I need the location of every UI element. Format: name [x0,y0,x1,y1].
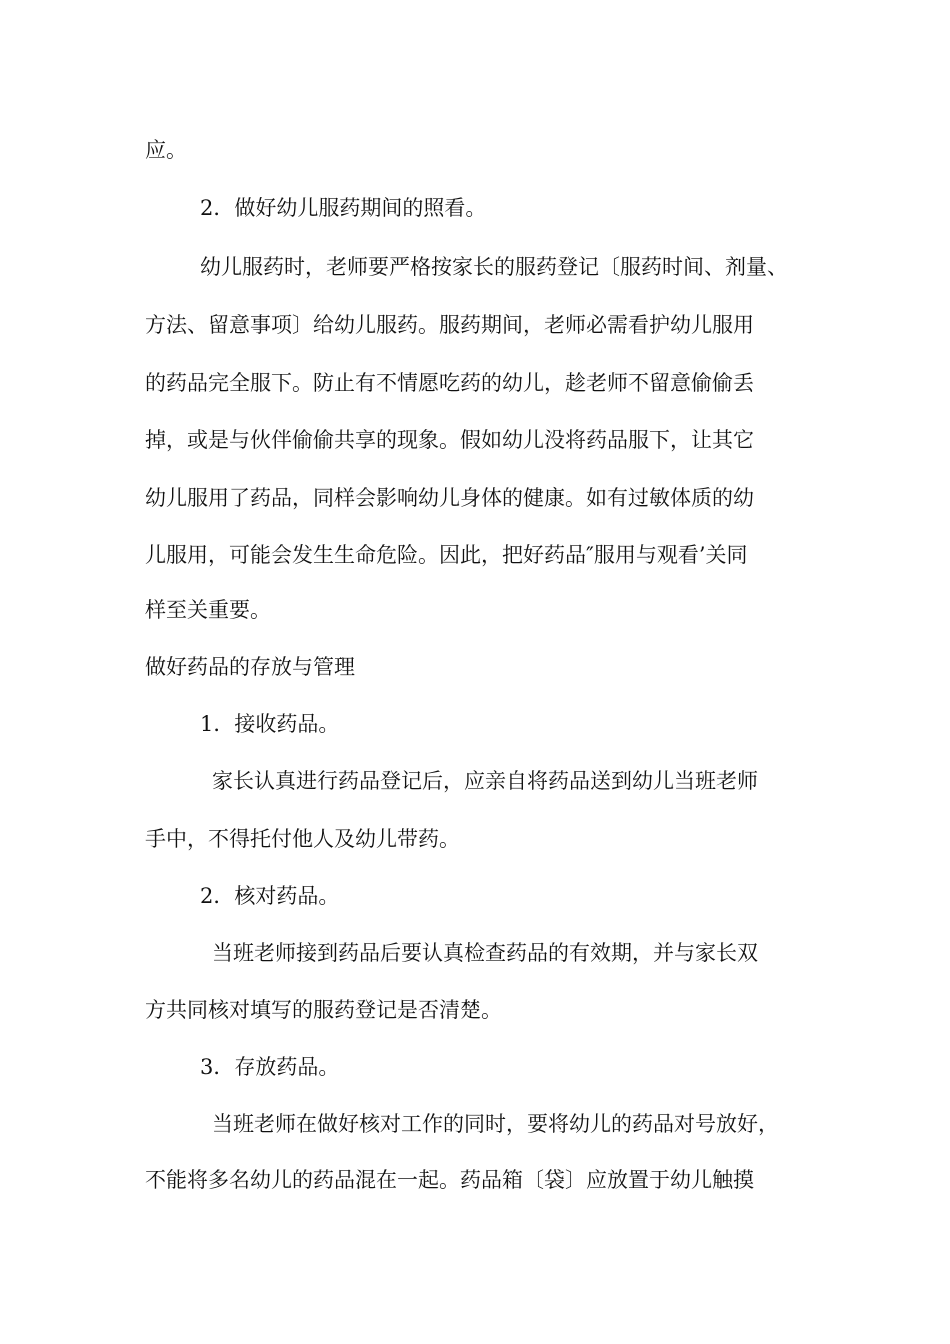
paragraph-line: 幼儿服用了药品，同样会影响幼儿身体的健康。如有过敏体质的幼 [145,486,754,510]
paragraph-line: 手中，不得托付他人及幼儿带药。 [145,827,460,851]
paragraph-line: 不能将多名幼儿的药品混在一起。药品箱〔袋〕应放置于幼儿触摸 [145,1168,754,1192]
paragraph-line: 当班老师接到药品后要认真检查药品的有效期，并与家长双 [212,941,758,965]
paragraph-line: 方法、留意事项〕给幼儿服药。服药期间，老师必需看护幼儿服用 [145,313,754,337]
numbered-item: 2．做好幼儿服药期间的照看。 [200,196,487,220]
paragraph-line: 掉，或是与伙伴偷偷共享的现象。假如幼儿没将药品服下，让其它 [145,428,754,452]
numbered-item: 3．存放药品。 [200,1055,340,1079]
numbered-item: 1．接收药品。 [200,712,340,736]
paragraph-line: 幼儿服药时，老师要严格按家长的服药登记〔服药时间、剂量、 [200,255,788,279]
section-heading: 做好药品的存放与管理 [145,655,355,679]
paragraph-line: 样至关重要。 [145,598,271,622]
paragraph-line: 家长认真进行药品登记后，应亲自将药品送到幼儿当班老师 [212,769,758,793]
text-line: 应。 [145,138,187,162]
numbered-item: 2．核对药品。 [200,884,340,908]
paragraph-line: 儿服用，可能会发生生命危险。因此，把好药品″服用与观看’关同 [145,543,748,567]
paragraph-line: 的药品完全服下。防止有不情愿吃药的幼儿，趁老师不留意偷偷丢 [145,371,754,395]
paragraph-line: 方共同核对填写的服药登记是否清楚。 [145,998,502,1022]
paragraph-line: 当班老师在做好核对工作的同时，要将幼儿的药品对号放好， [212,1112,779,1136]
